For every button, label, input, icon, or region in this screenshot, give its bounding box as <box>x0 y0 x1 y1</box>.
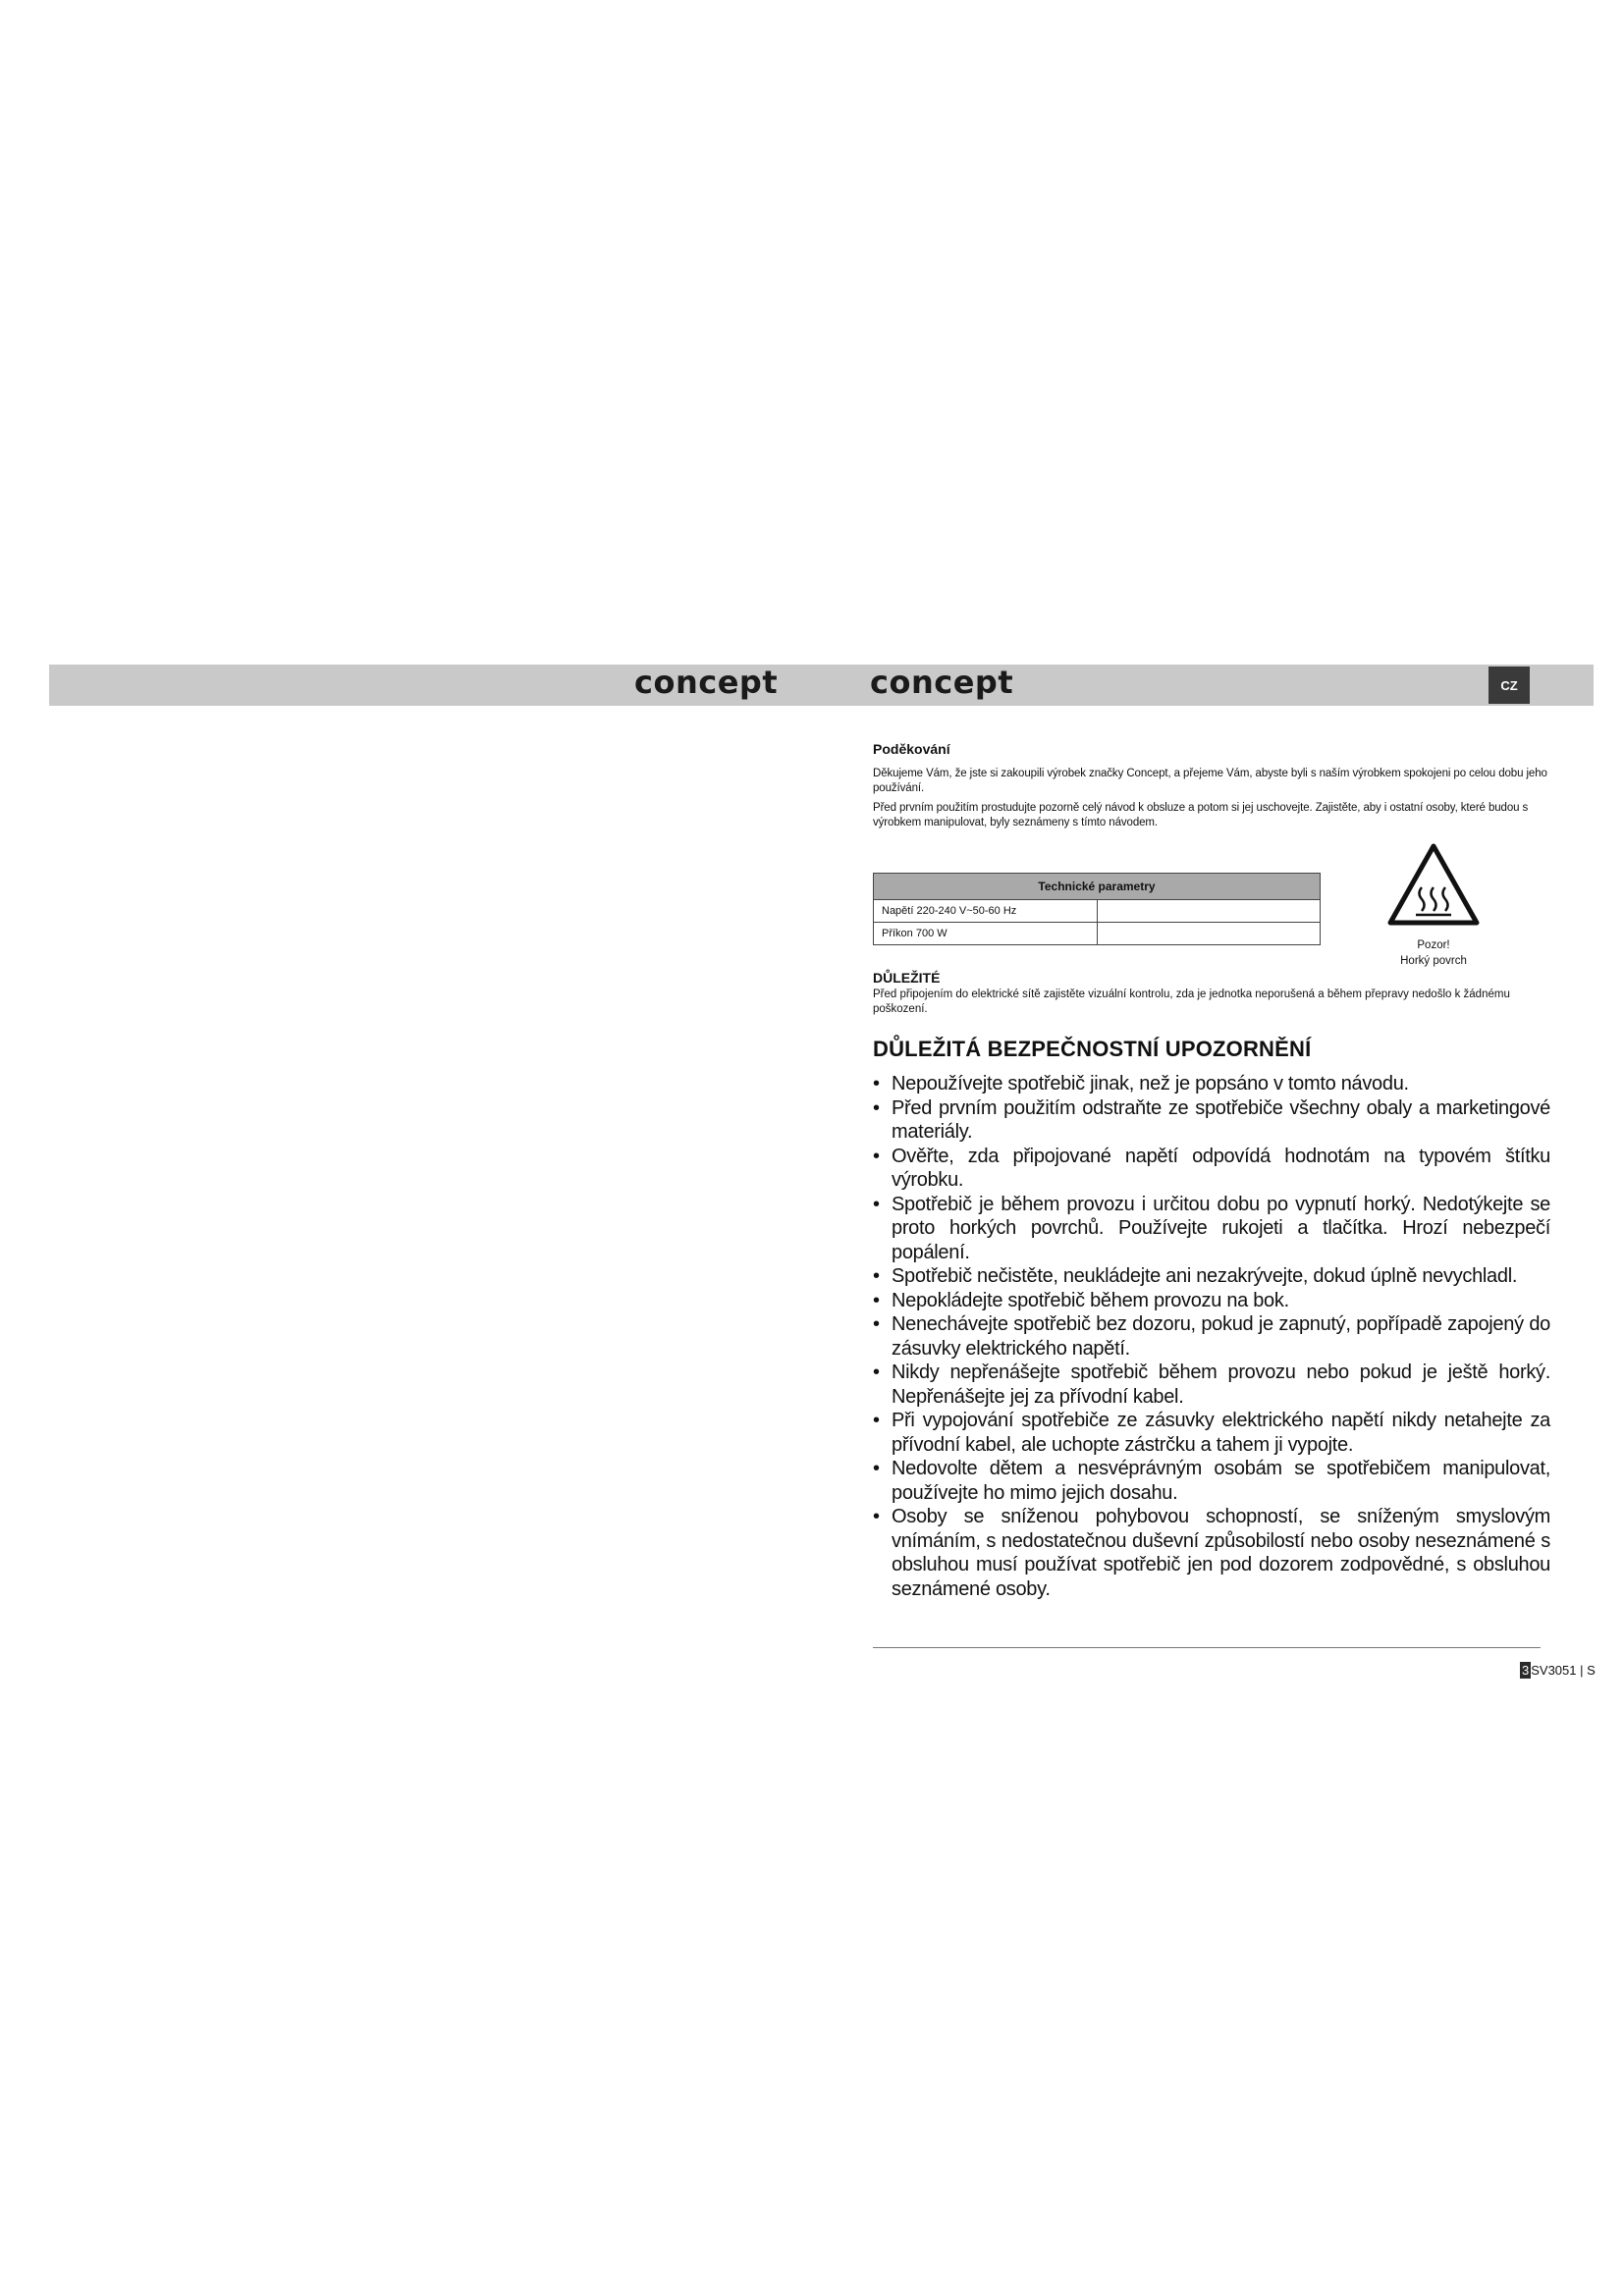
list-item: • Nikdy nepřenášejte spotřebič během provozu nebo pokud je ještě horký. Nepřenášejte jej za přívodní kabel. <box>873 1361 1550 1409</box>
list-item: • Spotřebič nečistěte, neukládejte ani nezakrývejte, dokud úplně nevychladl. <box>873 1264 1550 1289</box>
list-item: • Nedovolte dětem a nesvéprávným osobám se spotřebičem manipulovat, používejte ho mimo jejich dosahu. <box>873 1457 1550 1505</box>
list-item: • Osoby se sníženou pohybovou schopností, se sníženým smyslovým vnímáním, s nedostatečnou duševní způsobilostí nebo osoby neseznámené s obsluhou musí používat spotřebič jen pod dozorem zodpovědné, s obsluhou seznámené osoby. <box>873 1505 1550 1601</box>
tech-row-voltage-value <box>1098 900 1321 923</box>
warning-line-2: Horký povrch <box>1400 955 1467 967</box>
brand-logo-left: concept <box>634 664 779 701</box>
warning-line-1: Pozor! <box>1417 939 1450 951</box>
intro-section <box>873 741 1550 835</box>
tech-params <box>873 873 1321 945</box>
page-model: SV3051 | S <box>1531 1663 1596 1678</box>
header-bar <box>49 665 1594 706</box>
safety-section <box>873 1037 1550 1601</box>
table-row <box>874 923 1321 945</box>
important-text: Před připojením do elektrické sítě zajistěte vizuální kontrolu, zda je jednotka neporušená a během přepravy nedošlo k žádnému poškození. <box>873 988 1510 1015</box>
list-item: • Spotřebič je během provozu i určitou dobu po vypnutí horký. Nedotýkejte se proto horkých povrchů. Používejte rukojeti a tlačítka. Hrozí nebezpečí popálení. <box>873 1193 1550 1265</box>
safety-list <box>873 1072 1550 1601</box>
safety-title: DŮLEŽITÁ BEZPEČNOSTNÍ UPOZORNĚNÍ <box>873 1037 1312 1061</box>
hot-surface-warning-icon <box>1386 842 1481 927</box>
list-item: • Ověřte, zda připojované napětí odpovídá hodnotám na typovém štítku výrobku. <box>873 1145 1550 1193</box>
tech-row-voltage: Napětí 220-240 V~50-60 Hz <box>874 900 1098 923</box>
brand-logo-right: concept <box>870 664 1014 701</box>
hot-surface-warning <box>1375 842 1492 969</box>
list-item: • Při vypojování spotřebiče ze zásuvky elektrického napětí nikdy netahejte za přívodní kabel, ale uchopte zástrčku a tahem ji vypojte. <box>873 1409 1550 1457</box>
list-item: • Nepoužívejte spotřebič jinak, než je popsáno v tomto návodu. <box>873 1072 1550 1096</box>
footer-divider <box>873 1647 1541 1648</box>
important-section <box>873 970 1541 1017</box>
table-row <box>874 900 1321 923</box>
language-badge: CZ <box>1489 667 1530 704</box>
tech-row-power: Příkon 700 W <box>874 923 1098 945</box>
page-number-box: 3 <box>1522 1663 1530 1678</box>
important-title: DŮLEŽITÉ <box>873 970 941 986</box>
page-number <box>1520 1662 1596 1679</box>
list-item: • Před prvním použitím odstraňte ze spotřebiče všechny obaly a marketingové materiály. <box>873 1096 1550 1145</box>
list-item: • Nepokládejte spotřebič během provozu na bok. <box>873 1289 1550 1313</box>
list-item: • Nenechávejte spotřebič bez dozoru, pokud je zapnutý, popřípadě zapojený do zásuvky elektrického napětí. <box>873 1312 1550 1361</box>
tech-params-table <box>873 873 1321 945</box>
intro-paragraph-1: Děkujeme Vám, že jste si zakoupili výrobek značky Concept, a přejeme Vám, abyste byli s naším výrobkem spokojeni po celou dobu jeho používání. <box>873 768 1547 794</box>
tech-params-header: Technické parametry <box>874 874 1321 900</box>
intro-paragraph-2: Před prvním použitím prostudujte pozorně celý návod k obsluze a potom si jej uschovejte. Zajistěte, aby i ostatní osoby, které budou s výrobkem manipulovat, byly seznámeny s tímto návodem. <box>873 802 1529 828</box>
tech-row-power-value <box>1098 923 1321 945</box>
intro-title: Poděkování <box>873 741 950 757</box>
